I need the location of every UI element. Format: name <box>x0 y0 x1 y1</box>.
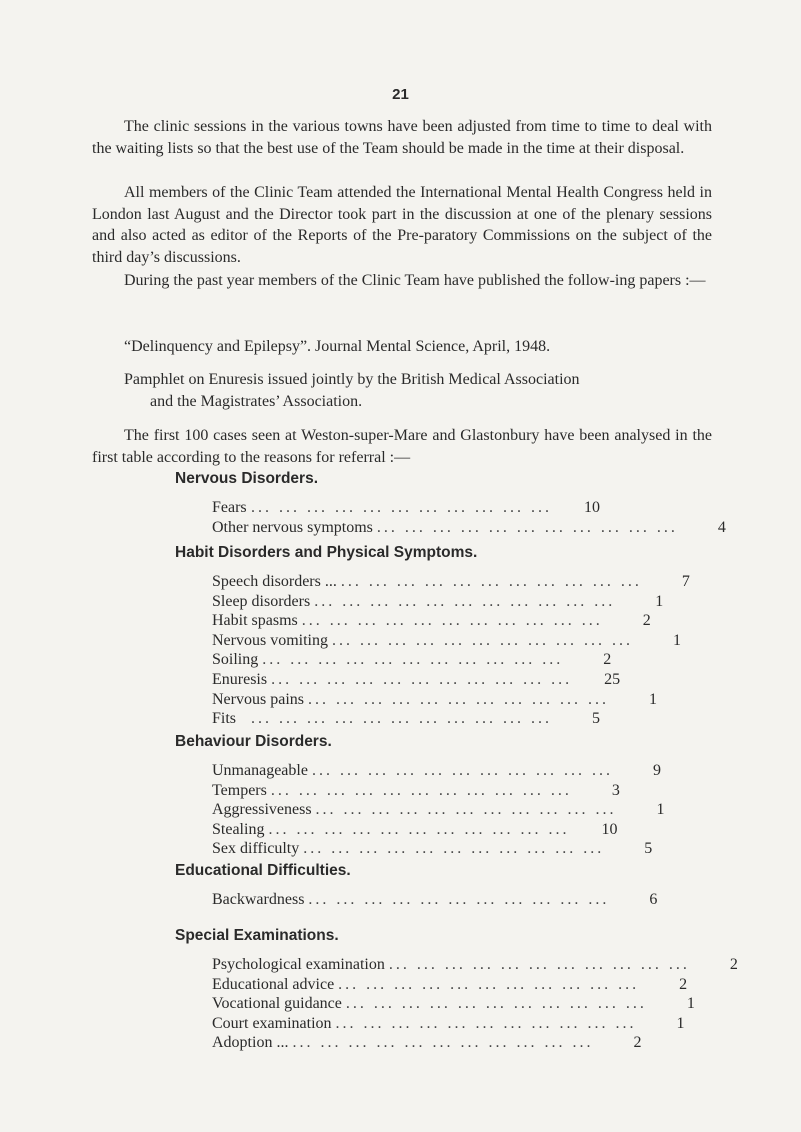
row-count: 2 <box>603 651 612 669</box>
paragraph-clinic-sessions: The clinic sessions in the various towns have been adjusted from time to time to deal with the waiting lists so that the best use of the Team should be made in the time at their disposal. <box>92 118 712 157</box>
table-row <box>212 498 600 518</box>
row-label: Backwardness <box>212 890 308 910</box>
row-label: Sleep disorders <box>212 592 314 612</box>
row-count: 1 <box>648 690 657 708</box>
table-row <box>212 1014 685 1034</box>
reference-delinquency <box>124 336 712 358</box>
table-row <box>212 572 690 592</box>
table-row <box>212 839 653 859</box>
row-count: 5 <box>592 710 600 728</box>
row-label: Habit spasms <box>212 611 302 631</box>
section-items <box>212 955 738 1053</box>
row-count: 4 <box>717 518 726 536</box>
table-row <box>212 955 738 975</box>
dot-leader: ... ... ... ... ... ... ... ... ... ... ... <box>311 762 613 779</box>
row-count: 7 <box>681 573 690 590</box>
row-label: Educational advice <box>212 975 338 995</box>
table-row <box>212 650 612 670</box>
row-count: 1 <box>673 631 681 649</box>
table-row <box>212 975 688 995</box>
table-row <box>212 890 658 910</box>
table-row <box>212 690 657 710</box>
dot-leader: ... ... ... ... ... ... ... ... ... ... ... <box>340 573 642 590</box>
reference-text-continued: and the Magistrates’ Association. <box>150 392 363 410</box>
section-items <box>212 890 658 910</box>
dot-leader: ... ... ... ... ... ... ... ... ... ... ... <box>314 592 616 610</box>
row-count: 6 <box>649 891 658 908</box>
row-count: 1 <box>656 801 665 819</box>
dot-leader: ... ... ... ... ... ... ... ... ... ... ... <box>303 840 605 858</box>
dot-leader: ... ... ... ... ... ... ... ... ... ... ... <box>307 690 609 708</box>
row-count: 2 <box>679 975 688 993</box>
row-count: 9 <box>652 762 661 779</box>
row-label: Other nervous symptoms <box>212 518 377 538</box>
row-count: 1 <box>676 1014 685 1032</box>
row-label: Fears <box>212 498 251 518</box>
section-heading: Educational Difficulties. <box>175 862 351 879</box>
row-label: Sex difficulty <box>212 839 303 859</box>
row-count: 2 <box>642 612 651 630</box>
section-heading: Behaviour Disorders. <box>175 733 332 750</box>
table-row <box>212 994 695 1014</box>
table-row <box>212 592 664 612</box>
dot-leader: ... ... ... ... ... ... ... ... ... ... ... <box>308 891 610 908</box>
row-label: Nervous pains <box>212 690 308 710</box>
table-row <box>212 1033 642 1053</box>
section-items <box>212 498 726 537</box>
table-row <box>212 611 651 631</box>
table-row <box>212 518 726 538</box>
row-count: 10 <box>584 499 600 516</box>
table-row <box>212 820 618 840</box>
row-label: Vocational guidance <box>212 994 346 1014</box>
dot-leader: ... ... ... ... ... ... ... ... ... ... ... <box>262 651 564 669</box>
dot-leader: ... ... ... ... ... ... ... ... ... ... ... <box>251 499 552 516</box>
section-heading: Habit Disorders and Physical Symptoms. <box>175 544 478 561</box>
row-label: Adoption ... <box>212 1033 292 1053</box>
dot-leader: ... ... ... ... ... ... ... ... ... ... ... <box>271 670 573 688</box>
reference-enuresis-pamphlet <box>124 369 712 412</box>
row-count: 1 <box>655 592 664 610</box>
row-count: 10 <box>601 820 618 838</box>
row-label: Tempers <box>212 781 271 801</box>
row-label: Speech disorders ... <box>212 572 341 592</box>
paragraph-publications: During the past year members of the Clinic Team have published the follow-ing papers :— <box>124 272 706 289</box>
section-heading: Nervous Disorders. <box>175 470 318 487</box>
row-label: Unmanageable <box>212 761 312 781</box>
row-label: Stealing <box>212 820 268 840</box>
row-count: 2 <box>633 1034 642 1052</box>
row-label: Soiling <box>212 650 262 670</box>
row-count: 5 <box>644 840 653 858</box>
row-count: 3 <box>611 781 620 799</box>
reference-text: Pamphlet on Enuresis issued jointly by the British Medical Association <box>124 371 580 388</box>
row-label: Enuresis <box>212 670 271 690</box>
reference-text: “Delinquency and Epilepsy”. Journal Mental Science, April, 1948. <box>124 338 551 355</box>
dot-leader: ... ... ... ... ... ... ... ... ... ... ... <box>332 631 633 649</box>
dot-leader: ... ... ... ... ... ... ... ... ... ... ... <box>292 1034 594 1052</box>
row-label: Psychological examination <box>212 955 389 975</box>
page-number: 21 <box>392 86 409 103</box>
dot-leader: ... ... ... ... ... ... ... ... ... ... ... <box>268 820 570 838</box>
dot-leader: ... ... ... ... ... ... ... ... ... ... ... <box>338 975 640 993</box>
row-count: 25 <box>604 670 621 688</box>
paragraph-table-intro: The first 100 cases seen at Weston-super-Mare and Glastonbury have been analysed in the first table according to the reasons for referral :— <box>92 427 712 466</box>
table-row <box>212 709 600 729</box>
dot-leader: ... ... ... ... ... ... ... ... ... ... ... <box>251 710 552 728</box>
row-count: 2 <box>729 956 738 973</box>
section-heading: Special Examinations. <box>175 927 339 944</box>
row-label: Aggressiveness <box>212 800 316 820</box>
row-count: 1 <box>686 995 695 1013</box>
row-label: Court examination <box>212 1014 336 1034</box>
section-items <box>212 761 665 859</box>
dot-leader: ... ... ... ... ... ... ... ... ... ... ... <box>270 781 572 799</box>
table-row <box>212 631 681 651</box>
paragraph-congress: All members of the Clinic Team attended the International Mental Health Congress held in London last August and the Director took part in the discussion at one of the plenary sessions and also acted as editor of the Reports of the Pre-paratory Commissions on the subject of the third day’s discussions. <box>92 184 712 266</box>
dot-leader: ... ... ... ... ... ... ... ... ... ... ... <box>376 518 678 536</box>
table-row <box>212 670 621 690</box>
table-row <box>212 761 661 781</box>
section-items <box>212 572 690 729</box>
dot-leader: ... ... ... ... ... ... ... ... ... ... ... <box>335 1014 637 1032</box>
dot-leader: ... ... ... ... ... ... ... ... ... ... ... <box>301 612 603 630</box>
table-row <box>212 800 665 820</box>
row-label: Nervous vomiting <box>212 631 332 651</box>
table-row <box>212 781 620 801</box>
row-label: Fits <box>212 709 240 729</box>
dot-leader: ... ... ... ... ... ... ... ... ... ... ... <box>388 956 690 973</box>
dot-leader: ... ... ... ... ... ... ... ... ... ... ... <box>315 801 617 819</box>
dot-leader: ... ... ... ... ... ... ... ... ... ... ... <box>345 995 647 1013</box>
